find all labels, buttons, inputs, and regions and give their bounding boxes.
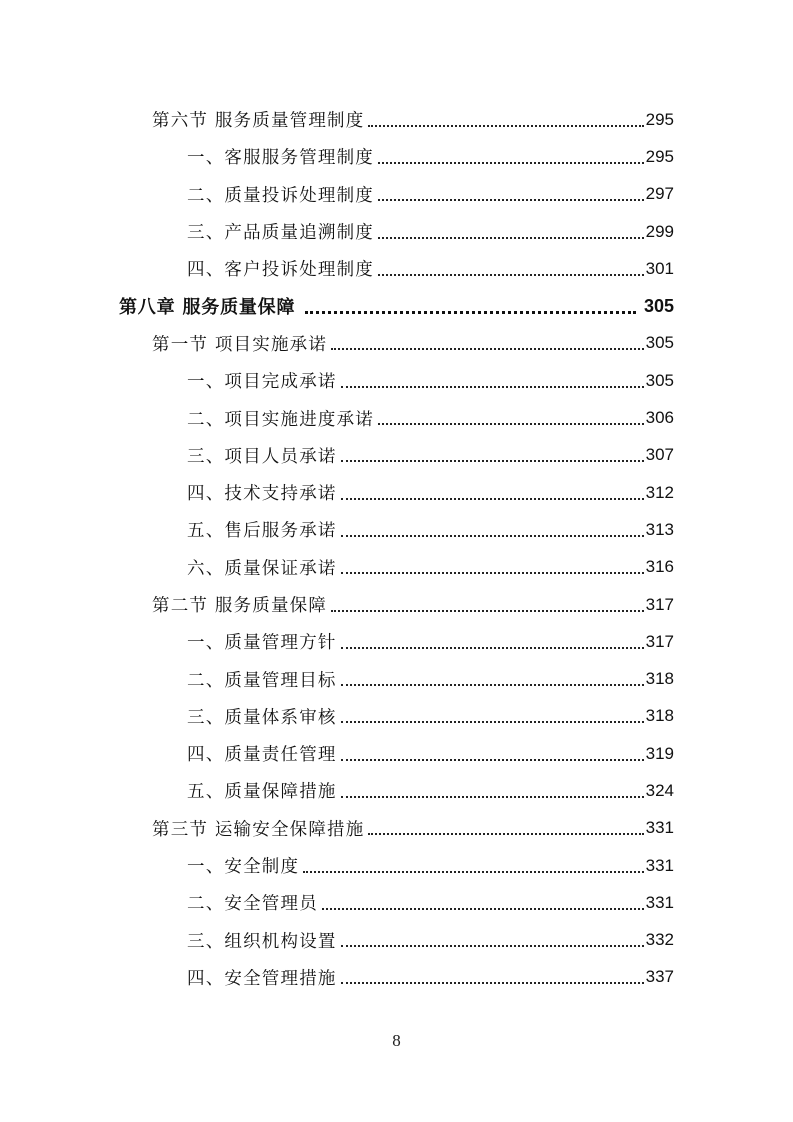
toc-entry-page: 305 [645, 370, 674, 390]
toc-entry-page: 306 [645, 408, 674, 428]
toc-entry-page: 331 [645, 818, 674, 838]
toc-entry-item[interactable] [0, 698, 793, 735]
page-number: 8 [392, 1031, 401, 1050]
dot-leader [341, 759, 644, 761]
dot-leader [378, 423, 644, 425]
dot-leader [305, 311, 636, 314]
toc-entry-page: 301 [645, 258, 674, 278]
toc-entry-title: 第三节 运输安全保障措施 [152, 819, 365, 840]
dot-leader [341, 572, 644, 574]
toc-entry-page: 331 [645, 892, 674, 912]
dot-leader [378, 237, 644, 239]
toc-entry-title: 四、安全管理措施 [187, 968, 337, 989]
toc-entry-title: 五、质量保障措施 [187, 782, 337, 803]
dot-leader [303, 871, 643, 873]
toc-entry-section[interactable] [0, 325, 793, 362]
dot-leader [378, 162, 644, 164]
toc-entry-item[interactable] [0, 884, 793, 921]
toc-entry-item[interactable] [0, 362, 793, 399]
dot-leader [341, 647, 644, 649]
toc-entry-section[interactable] [0, 101, 793, 138]
toc-entry-title: 二、项目实施进度承诺 [187, 409, 374, 430]
toc-entry-title: 三、项目人员承诺 [187, 446, 337, 467]
toc-entry-item[interactable] [0, 660, 793, 697]
toc-entry-title: 第八章 服务质量保障 [119, 297, 296, 319]
toc-entry-item[interactable] [0, 735, 793, 772]
toc-entry-page: 312 [645, 482, 674, 502]
toc-entry-title: 三、产品质量追溯制度 [187, 223, 374, 244]
toc-entry-title: 五、售后服务承诺 [187, 521, 337, 542]
dot-leader [341, 796, 644, 798]
toc-entry-item[interactable] [0, 511, 793, 548]
toc-entry-page: 318 [645, 706, 674, 726]
toc-entry-title: 二、安全管理员 [187, 894, 318, 915]
dot-leader [368, 833, 643, 835]
toc-entry-page: 305 [643, 295, 674, 316]
dot-leader [378, 199, 644, 201]
toc-entry-page: 295 [645, 109, 674, 129]
dot-leader [322, 908, 644, 910]
toc-entry-item[interactable] [0, 474, 793, 511]
toc-entry-page: 316 [645, 557, 674, 577]
toc-entry-item[interactable] [0, 399, 793, 436]
toc-entry-section[interactable] [0, 586, 793, 623]
dot-leader [341, 460, 644, 462]
toc-entry-item[interactable] [0, 549, 793, 586]
toc-entry-title: 一、质量管理方针 [187, 633, 337, 654]
toc-entry-title: 一、项目完成承诺 [187, 372, 337, 393]
toc-entry-title: 一、安全制度 [187, 857, 300, 878]
toc-entry-title: 第六节 服务质量管理制度 [152, 111, 365, 132]
toc-entry-section[interactable] [0, 810, 793, 847]
toc-entry-page: 317 [645, 631, 674, 651]
toc-entry-item[interactable] [0, 250, 793, 287]
toc-entry-title: 三、组织机构设置 [187, 931, 337, 952]
dot-leader [378, 274, 644, 276]
toc-entry-title: 四、客户投诉处理制度 [187, 260, 374, 281]
toc-entry-title: 二、质量管理目标 [187, 670, 337, 691]
toc-entry-page: 295 [645, 146, 674, 166]
toc-entry-page: 299 [645, 221, 674, 241]
dot-leader [331, 610, 644, 612]
toc-entry-item[interactable] [0, 847, 793, 884]
toc-entry-item[interactable] [0, 138, 793, 175]
toc-entry-title: 第一节 项目实施承诺 [152, 334, 328, 355]
toc-entry-page: 331 [645, 855, 674, 875]
dot-leader [341, 721, 644, 723]
toc-entry-page: 337 [645, 967, 674, 987]
toc-entry-page: 305 [645, 333, 674, 353]
toc-entry-item[interactable] [0, 176, 793, 213]
toc-entry-title: 四、技术支持承诺 [187, 484, 337, 505]
toc-entry-item[interactable] [0, 623, 793, 660]
toc-entry-title: 二、质量投诉处理制度 [187, 185, 374, 206]
toc-entry-page: 317 [645, 594, 674, 614]
dot-leader [341, 535, 644, 537]
toc-entry-page: 332 [645, 930, 674, 950]
dot-leader [341, 982, 644, 984]
toc-entry-page: 324 [645, 780, 674, 800]
dot-leader [341, 945, 644, 947]
dot-leader [341, 498, 644, 500]
toc-entry-item[interactable] [0, 959, 793, 996]
toc-entry-page: 297 [645, 184, 674, 204]
toc-entry-title: 三、质量体系审核 [187, 707, 337, 728]
toc-entry-title: 六、质量保证承诺 [187, 558, 337, 579]
toc-entry-chapter[interactable] [0, 287, 793, 324]
table-of-contents [0, 101, 793, 996]
dot-leader [341, 684, 644, 686]
toc-entry-page: 318 [645, 669, 674, 689]
toc-entry-item[interactable] [0, 922, 793, 959]
toc-entry-item[interactable] [0, 213, 793, 250]
toc-entry-page: 319 [645, 743, 674, 763]
toc-entry-page: 313 [645, 519, 674, 539]
toc-entry-title: 四、质量责任管理 [187, 745, 337, 766]
toc-entry-item[interactable] [0, 437, 793, 474]
dot-leader [341, 386, 644, 388]
toc-entry-title: 第二节 服务质量保障 [152, 596, 328, 616]
toc-entry-item[interactable] [0, 772, 793, 809]
dot-leader [368, 125, 643, 127]
toc-entry-page: 307 [645, 445, 674, 465]
dot-leader [331, 348, 644, 350]
toc-entry-title: 一、客服服务管理制度 [187, 148, 374, 169]
